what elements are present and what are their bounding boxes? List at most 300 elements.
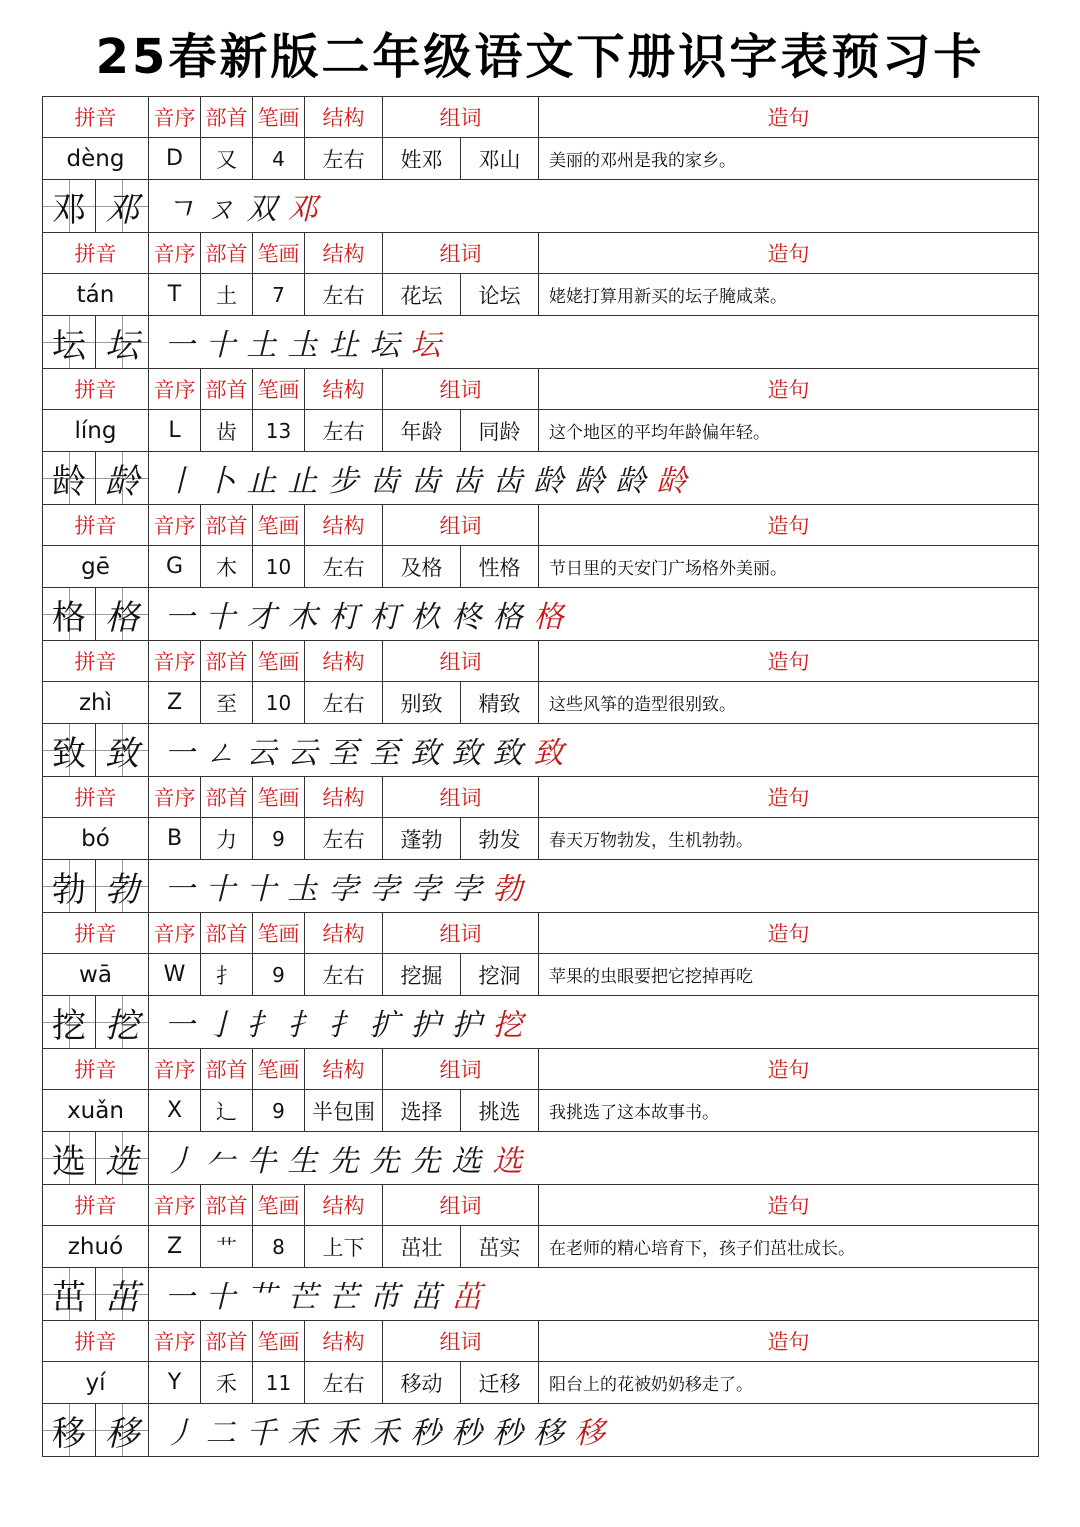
character-grid-cell: 坛 <box>43 316 96 369</box>
writing-row <box>43 588 1039 641</box>
radical-cell: 又 <box>201 138 253 180</box>
index-letter-cell: G <box>149 546 201 588</box>
stroke-step: 禾 <box>287 1416 318 1451</box>
word-cell: 迁移 <box>461 1362 539 1404</box>
stroke-step: 丿 <box>164 1416 195 1451</box>
stroke-count-cell: 9 <box>253 1090 305 1132</box>
page-title: 25春新版二年级语文下册识字表预习卡 <box>95 29 985 85</box>
stroke-step: 十 <box>205 1280 236 1315</box>
header-cell: 结构 <box>305 777 383 818</box>
header-cell: 组词 <box>383 913 539 954</box>
index-letter-cell: W <box>149 954 201 996</box>
stroke-step: 柊 <box>451 600 482 635</box>
stroke-step: 护 <box>451 1008 482 1043</box>
radical-cell: 至 <box>201 682 253 724</box>
stroke-step: 至 <box>328 736 359 771</box>
header-cell: 拼音 <box>43 1185 149 1226</box>
stroke-step: ㄡ <box>205 192 236 227</box>
radical-cell: 木 <box>201 546 253 588</box>
pinyin-cell: zhì <box>43 682 149 724</box>
index-letter-cell: X <box>149 1090 201 1132</box>
character-grid-cell: 致 <box>43 724 96 777</box>
stroke-step: 十 <box>205 328 236 363</box>
entry-info-row <box>43 1226 1039 1268</box>
radical-cell: 土 <box>201 274 253 316</box>
character-grid-cell: 挖 <box>43 996 96 1049</box>
stroke-step: 齿 <box>410 464 441 499</box>
entry-info-row <box>43 682 1039 724</box>
stroke-step: 圵 <box>328 328 359 363</box>
word-cell: 选择 <box>383 1090 461 1132</box>
header-cell: 部首 <box>201 1185 253 1226</box>
stroke-step: 千 <box>246 1416 277 1451</box>
sentence-cell: 苹果的虫眼要把它挖掉再吃 <box>539 954 1039 996</box>
word-cell: 茁实 <box>461 1226 539 1268</box>
header-cell: 造句 <box>539 97 1039 138</box>
structure-cell: 左右 <box>305 1362 383 1404</box>
sentence-cell: 阳台上的花被奶奶移走了。 <box>539 1362 1039 1404</box>
entry-info-row <box>43 546 1039 588</box>
stroke-step: 龄 <box>656 464 687 499</box>
stroke-step: 挖 <box>492 1008 523 1043</box>
index-letter-cell: D <box>149 138 201 180</box>
header-cell: 组词 <box>383 369 539 410</box>
character-grid-cell: 邓 <box>43 180 96 233</box>
stroke-step: 致 <box>533 736 564 771</box>
stroke-order-sequence <box>149 452 1039 505</box>
header-cell: 结构 <box>305 233 383 274</box>
header-row <box>43 233 1039 274</box>
header-cell: 造句 <box>539 369 1039 410</box>
structure-cell: 左右 <box>305 410 383 452</box>
stroke-step: 一 <box>164 328 195 363</box>
stroke-step: 邓 <box>287 192 318 227</box>
stroke-step: 扩 <box>369 1008 400 1043</box>
header-cell: 组词 <box>383 505 539 546</box>
header-cell: 音序 <box>149 777 201 818</box>
stroke-step: 先 <box>328 1144 359 1179</box>
header-cell: 拼音 <box>43 777 149 818</box>
word-cell: 挑选 <box>461 1090 539 1132</box>
header-cell: 部首 <box>201 1321 253 1362</box>
stroke-step: 亅 <box>205 1008 236 1043</box>
stroke-step: 朾 <box>369 600 400 635</box>
header-cell: 部首 <box>201 233 253 274</box>
radical-cell: 力 <box>201 818 253 860</box>
header-cell: 音序 <box>149 1321 201 1362</box>
stroke-step: 一 <box>164 736 195 771</box>
header-cell: 结构 <box>305 1185 383 1226</box>
stroke-step: 齿 <box>451 464 482 499</box>
header-cell: 部首 <box>201 1049 253 1090</box>
header-cell: 拼音 <box>43 1049 149 1090</box>
header-cell: 组词 <box>383 233 539 274</box>
entry-info-row <box>43 410 1039 452</box>
character-practice-cell: 茁 <box>96 1268 149 1321</box>
stroke-step: 一 <box>164 872 195 907</box>
stroke-step: 孛 <box>369 872 400 907</box>
character-grid-cell: 移 <box>43 1404 96 1457</box>
header-cell: 音序 <box>149 233 201 274</box>
structure-cell: 左右 <box>305 546 383 588</box>
radical-cell: 禾 <box>201 1362 253 1404</box>
header-cell: 部首 <box>201 97 253 138</box>
header-cell: 拼音 <box>43 505 149 546</box>
stroke-step: 十 <box>246 872 277 907</box>
header-row <box>43 97 1039 138</box>
stroke-order-sequence <box>149 316 1039 369</box>
stroke-step: 齿 <box>369 464 400 499</box>
pinyin-cell: tán <box>43 274 149 316</box>
header-cell: 部首 <box>201 505 253 546</box>
radical-cell: 齿 <box>201 410 253 452</box>
stroke-step: 孛 <box>451 872 482 907</box>
stroke-step: 圡 <box>287 872 318 907</box>
header-cell: 拼音 <box>43 97 149 138</box>
stroke-step: 禾 <box>369 1416 400 1451</box>
word-cell: 挖洞 <box>461 954 539 996</box>
sentence-cell: 在老师的精心培育下，孩子们茁壮成长。 <box>539 1226 1039 1268</box>
stroke-step: 至 <box>369 736 400 771</box>
writing-row <box>43 1132 1039 1185</box>
header-cell: 造句 <box>539 777 1039 818</box>
word-cell: 精致 <box>461 682 539 724</box>
sentence-cell: 姥姥打算用新买的坛子腌咸菜。 <box>539 274 1039 316</box>
word-cell: 论坛 <box>461 274 539 316</box>
header-cell: 笔画 <box>253 1321 305 1362</box>
header-cell: 造句 <box>539 641 1039 682</box>
stroke-count-cell: 9 <box>253 954 305 996</box>
stroke-step: 先 <box>369 1144 400 1179</box>
word-cell: 姓邓 <box>383 138 461 180</box>
header-cell: 笔画 <box>253 505 305 546</box>
pinyin-cell: gē <box>43 546 149 588</box>
structure-cell: 上下 <box>305 1226 383 1268</box>
pinyin-cell: bó <box>43 818 149 860</box>
character-practice-cell: 勃 <box>96 860 149 913</box>
stroke-order-sequence <box>149 588 1039 641</box>
header-cell: 结构 <box>305 369 383 410</box>
character-grid-cell: 格 <box>43 588 96 641</box>
pinyin-cell: líng <box>43 410 149 452</box>
stroke-step: 勃 <box>492 872 523 907</box>
header-cell: 音序 <box>149 369 201 410</box>
entry-info-row <box>43 274 1039 316</box>
character-practice-cell: 挖 <box>96 996 149 1049</box>
stroke-step: 十 <box>205 872 236 907</box>
stroke-step: 朾 <box>328 600 359 635</box>
pinyin-cell: wā <box>43 954 149 996</box>
header-cell: 组词 <box>383 1049 539 1090</box>
stroke-step: 龄 <box>533 464 564 499</box>
header-cell: 结构 <box>305 641 383 682</box>
stroke-step: 艹 <box>246 1280 277 1315</box>
stroke-step: 孛 <box>328 872 359 907</box>
character-practice-cell: 坛 <box>96 316 149 369</box>
stroke-step: ㄥ <box>205 736 236 771</box>
header-cell: 笔画 <box>253 369 305 410</box>
word-cell: 勃发 <box>461 818 539 860</box>
stroke-step: ㄱ <box>165 192 194 227</box>
stroke-step: 杦 <box>410 600 441 635</box>
stroke-step: 丨 <box>164 464 195 499</box>
stroke-step: 秒 <box>492 1416 523 1451</box>
character-grid-cell: 龄 <box>43 452 96 505</box>
header-row <box>43 369 1039 410</box>
sentence-cell: 春天万物勃发，生机勃勃。 <box>539 818 1039 860</box>
word-cell: 移动 <box>383 1362 461 1404</box>
stroke-step: 牛 <box>246 1144 277 1179</box>
stroke-order-sequence <box>149 996 1039 1049</box>
stroke-step: 孛 <box>410 872 441 907</box>
stroke-count-cell: 7 <box>253 274 305 316</box>
header-cell: 组词 <box>383 1321 539 1362</box>
stroke-step: 移 <box>533 1416 564 1451</box>
stroke-count-cell: 8 <box>253 1226 305 1268</box>
stroke-step: 芒 <box>287 1280 318 1315</box>
radical-cell: 辶 <box>201 1090 253 1132</box>
header-cell: 笔画 <box>253 97 305 138</box>
index-letter-cell: Y <box>149 1362 201 1404</box>
stroke-order-sequence <box>149 1404 1039 1457</box>
character-practice-cell: 邓 <box>96 180 149 233</box>
header-cell: 音序 <box>149 1185 201 1226</box>
sentence-cell: 节日里的天安门广场格外美丽。 <box>539 546 1039 588</box>
writing-row <box>43 452 1039 505</box>
index-letter-cell: T <box>149 274 201 316</box>
stroke-step: 坛 <box>369 328 400 363</box>
stroke-step: 禾 <box>328 1416 359 1451</box>
word-cell: 花坛 <box>383 274 461 316</box>
pinyin-cell: zhuó <box>43 1226 149 1268</box>
header-row <box>43 777 1039 818</box>
character-practice-cell: 移 <box>96 1404 149 1457</box>
stroke-step: 选 <box>492 1144 523 1179</box>
structure-cell: 半包围 <box>305 1090 383 1132</box>
header-row <box>43 1185 1039 1226</box>
header-cell: 造句 <box>539 1321 1039 1362</box>
stroke-step: 双 <box>246 192 277 227</box>
stroke-step: 一 <box>164 1008 195 1043</box>
word-cell: 别致 <box>383 682 461 724</box>
character-grid-cell: 勃 <box>43 860 96 913</box>
entry-info-row <box>43 1090 1039 1132</box>
header-cell: 音序 <box>149 913 201 954</box>
header-cell: 部首 <box>201 641 253 682</box>
header-cell: 组词 <box>383 1185 539 1226</box>
header-cell: 造句 <box>539 233 1039 274</box>
stroke-step: 土 <box>246 328 277 363</box>
stroke-step: 致 <box>410 736 441 771</box>
stroke-step: 云 <box>287 736 318 771</box>
writing-row <box>43 724 1039 777</box>
stroke-step: 先 <box>410 1144 441 1179</box>
stroke-step: 秒 <box>410 1416 441 1451</box>
stroke-step: 止 <box>287 464 318 499</box>
word-cell: 性格 <box>461 546 539 588</box>
stroke-order-sequence <box>149 1132 1039 1185</box>
stroke-count-cell: 13 <box>253 410 305 452</box>
stroke-step: 格 <box>492 600 523 635</box>
sentence-cell: 这个地区的平均年龄偏年轻。 <box>539 410 1039 452</box>
header-row <box>43 641 1039 682</box>
radical-cell: 艹 <box>201 1226 253 1268</box>
stroke-count-cell: 10 <box>253 546 305 588</box>
stroke-step: 卜 <box>205 464 236 499</box>
stroke-step: 止 <box>246 464 277 499</box>
stroke-step: 生 <box>287 1144 318 1179</box>
header-cell: 结构 <box>305 1049 383 1090</box>
header-cell: 部首 <box>201 777 253 818</box>
stroke-step: 𠂉 <box>205 1144 236 1179</box>
header-cell: 部首 <box>201 369 253 410</box>
header-cell: 笔画 <box>253 913 305 954</box>
header-cell: 结构 <box>305 97 383 138</box>
stroke-step: 扌 <box>328 1008 359 1043</box>
stroke-step: 坛 <box>410 328 441 363</box>
stroke-count-cell: 10 <box>253 682 305 724</box>
stroke-step: 齿 <box>492 464 523 499</box>
stroke-step: 护 <box>410 1008 441 1043</box>
stroke-step: 龄 <box>574 464 605 499</box>
character-grid-cell: 茁 <box>43 1268 96 1321</box>
structure-cell: 左右 <box>305 818 383 860</box>
structure-cell: 左右 <box>305 138 383 180</box>
index-letter-cell: L <box>149 410 201 452</box>
entry-info-row <box>43 954 1039 996</box>
stroke-step: 木 <box>287 600 318 635</box>
stroke-order-sequence <box>149 1268 1039 1321</box>
entry-info-row <box>43 818 1039 860</box>
stroke-step: 茁 <box>410 1280 441 1315</box>
header-cell: 拼音 <box>43 913 149 954</box>
header-cell: 音序 <box>149 1049 201 1090</box>
pinyin-cell: yí <box>43 1362 149 1404</box>
stroke-step: 茁 <box>451 1280 482 1315</box>
writing-row <box>43 860 1039 913</box>
header-cell: 造句 <box>539 1185 1039 1226</box>
stroke-step: 一 <box>164 1280 195 1315</box>
index-letter-cell: Z <box>149 1226 201 1268</box>
stroke-step: 才 <box>246 600 277 635</box>
header-cell: 笔画 <box>253 233 305 274</box>
stroke-count-cell: 11 <box>253 1362 305 1404</box>
character-practice-cell: 龄 <box>96 452 149 505</box>
structure-cell: 左右 <box>305 954 383 996</box>
header-row <box>43 913 1039 954</box>
stroke-order-sequence <box>149 860 1039 913</box>
header-cell: 笔画 <box>253 777 305 818</box>
stroke-step: 圡 <box>287 328 318 363</box>
header-row <box>43 1049 1039 1090</box>
stroke-order-sequence <box>149 180 1039 233</box>
structure-cell: 左右 <box>305 274 383 316</box>
header-row <box>43 505 1039 546</box>
character-grid-cell: 选 <box>43 1132 96 1185</box>
header-cell: 结构 <box>305 505 383 546</box>
radical-cell: 扌 <box>201 954 253 996</box>
header-row <box>43 1321 1039 1362</box>
index-letter-cell: B <box>149 818 201 860</box>
character-practice-cell: 致 <box>96 724 149 777</box>
pinyin-cell: xuǎn <box>43 1090 149 1132</box>
header-cell: 结构 <box>305 913 383 954</box>
stroke-step: 二 <box>205 1416 236 1451</box>
stroke-step: 芒 <box>328 1280 359 1315</box>
character-practice-cell: 格 <box>96 588 149 641</box>
stroke-step: 选 <box>451 1144 482 1179</box>
character-practice-cell: 选 <box>96 1132 149 1185</box>
stroke-step: 龄 <box>615 464 646 499</box>
header-cell: 造句 <box>539 505 1039 546</box>
header-cell: 造句 <box>539 913 1039 954</box>
stroke-step: 移 <box>574 1416 605 1451</box>
header-cell: 笔画 <box>253 641 305 682</box>
word-cell: 蓬勃 <box>383 818 461 860</box>
stroke-step: 扌 <box>287 1008 318 1043</box>
header-cell: 拼音 <box>43 641 149 682</box>
stroke-step: 格 <box>533 600 564 635</box>
vocabulary-table <box>42 96 1039 1457</box>
header-cell: 拼音 <box>43 369 149 410</box>
stroke-step: 秒 <box>451 1416 482 1451</box>
sentence-cell: 美丽的邓州是我的家乡。 <box>539 138 1039 180</box>
sentence-cell: 这些风筝的造型很别致。 <box>539 682 1039 724</box>
stroke-step: 芇 <box>369 1280 400 1315</box>
header-cell: 拼音 <box>43 233 149 274</box>
writing-row <box>43 1404 1039 1457</box>
word-cell: 年龄 <box>383 410 461 452</box>
word-cell: 茁壮 <box>383 1226 461 1268</box>
word-cell: 邓山 <box>461 138 539 180</box>
header-cell: 拼音 <box>43 1321 149 1362</box>
header-cell: 造句 <box>539 1049 1039 1090</box>
header-cell: 结构 <box>305 1321 383 1362</box>
header-cell: 组词 <box>383 641 539 682</box>
header-cell: 组词 <box>383 777 539 818</box>
writing-row <box>43 316 1039 369</box>
stroke-step: 致 <box>451 736 482 771</box>
stroke-step: 丿 <box>164 1144 195 1179</box>
writing-row <box>43 180 1039 233</box>
stroke-order-sequence <box>149 724 1039 777</box>
header-cell: 笔画 <box>253 1185 305 1226</box>
stroke-count-cell: 4 <box>253 138 305 180</box>
sentence-cell: 我挑选了这本故事书。 <box>539 1090 1039 1132</box>
stroke-step: 致 <box>492 736 523 771</box>
index-letter-cell: Z <box>149 682 201 724</box>
writing-row <box>43 996 1039 1049</box>
header-cell: 部首 <box>201 913 253 954</box>
header-cell: 笔画 <box>253 1049 305 1090</box>
stroke-step: 一 <box>164 600 195 635</box>
word-cell: 挖掘 <box>383 954 461 996</box>
header-cell: 音序 <box>149 641 201 682</box>
stroke-step: 云 <box>246 736 277 771</box>
word-cell: 同龄 <box>461 410 539 452</box>
word-cell: 及格 <box>383 546 461 588</box>
header-cell: 音序 <box>149 97 201 138</box>
structure-cell: 左右 <box>305 682 383 724</box>
entry-info-row <box>43 1362 1039 1404</box>
pinyin-cell: dèng <box>43 138 149 180</box>
stroke-step: 扌 <box>246 1008 277 1043</box>
header-cell: 音序 <box>149 505 201 546</box>
stroke-count-cell: 9 <box>253 818 305 860</box>
entry-info-row <box>43 138 1039 180</box>
writing-row <box>43 1268 1039 1321</box>
header-cell: 组词 <box>383 97 539 138</box>
